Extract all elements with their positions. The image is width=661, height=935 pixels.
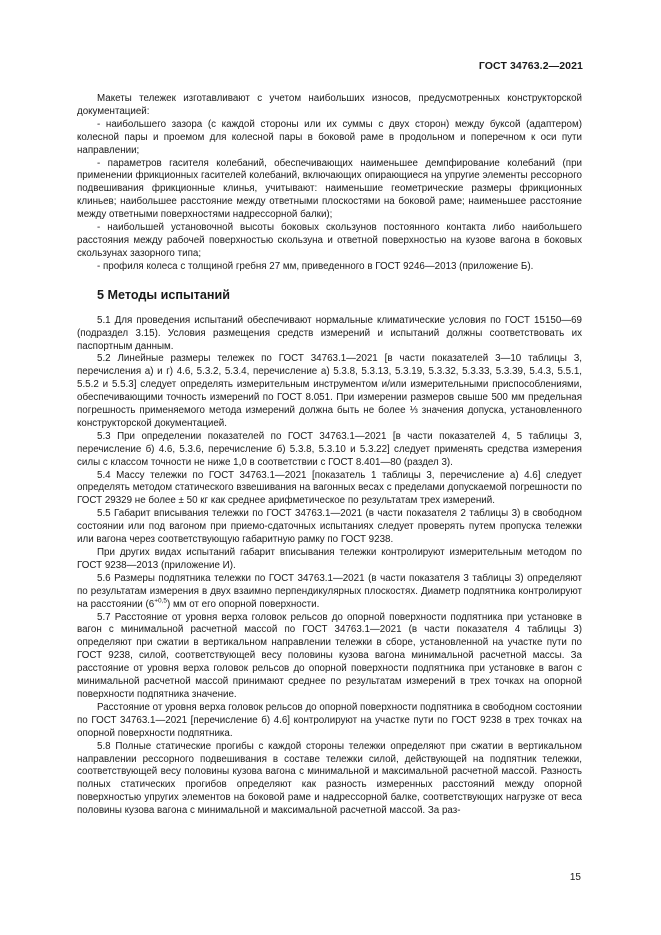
list-item: - параметров гасителя колебаний, обеспечивающих наименьшее демпфирование колебаний (при применении фрикционных гасителей колебаний, включающих опирающиеся на упругие элементы рессорного подвешивания фрикционные клинья, учитывают: наименьшие геометрические размеры фрикционных клиньев; наибольшее расстояние между ответными плоскостями на боковой раме; наименьшее расстояние между ответными поверхностями надрессорной балки); [77, 157, 582, 221]
paragraph: Макеты тележек изготавливают с учетом наибольших износов, предусмотренных конструкторской документацией: [77, 93, 582, 117]
clause-5-6-tail: ) мм от его опорной поверхности. [167, 598, 320, 610]
clause-5-4: 5.4 Массу тележки по ГОСТ 34763.1—2021 [показатель 1 таблицы 3, перечисление а) 4.6] следует определять методом статического взвешивания на вагонных весах с пределами допускаемой погрешности по ГОСТ 29329 не более ± 50 кг как среднее арифметическое по результатам трех измерений. [77, 469, 582, 507]
list-item: - профиля колеса с толщиной гребня 27 мм, приведенного в ГОСТ 9246—2013 (приложение Б). [97, 260, 534, 272]
section-title: 5 Методы испытаний [97, 287, 230, 302]
list-item: - наибольшей установочной высоты боковых скользунов постоянного контакта либо наибольшего расстояния между рабочей поверхностью скользуна и ответной поверхностью на кузове вагона в боковых скользунах зазорного типа; [77, 222, 582, 259]
clause-5-1: 5.1 Для проведения испытаний обеспечивают нормальные климатические условия по ГОСТ 15150—69 (подраздел 3.15). Условия размещения средств измерений и испытаний должны соответствовать их паспортным данным. [77, 314, 582, 352]
clause-5-8: 5.8 Полные статические прогибы с каждой стороны тележки определяют при сжатии в вертикальном направлении рессорного подвешивания в составе тележки силой, действующей на подпятник тележки, соответствующей весу половины кузова вагона с минимальной и максимальной расчетной массой. Разность полных статических прогибов определяют как разность измеренных расстояний между опорной поверхностью упругих элементов на боковой раме и надрессорной балке, соответствующих нагрузке от веса половины кузова вагона с минимальной и максимальной расчетной массой. За раз- [77, 740, 582, 817]
clause-5-5-continued: При других видах испытаний габарит вписывания тележки контролируют измерительным методом по ГОСТ 9238—2013 (приложение И). [77, 547, 582, 571]
clause-5-5: 5.5 Габарит вписывания тележки по ГОСТ 34763.1—2021 (в части показателя 2 таблицы 3) в свободном состоянии или под вагоном при приемо-сдаточных испытаниях следует проверять путем пропуска тележки или вагона через соответствующую габаритную рамку по ГОСТ 9238. [77, 508, 582, 546]
tolerance-superscript: +0,5 [154, 597, 168, 605]
clause-5-3: 5.3 При определении показателей по ГОСТ 34763.1—2021 [в части показателей 4, 5 таблицы 3, перечисление б) 4.6, 5.3.6, перечисление б) 5.3.8, 5.3.10 и 5.3.22] следует применять средства измерения силы с классом точности не ниже 1,0 в соответствии с ГОСТ 8.401—80 (раздел 3). [77, 430, 582, 468]
document-body [77, 93, 582, 818]
list-item: - наибольшего зазора (с каждой стороны или их суммы с двух сторон) между буксой (адаптером) колесной пары и проемом для колесной пары в боковой раме в продольном и поперечном к оси пути направлении; [77, 118, 582, 156]
clause-5-7: 5.7 Расстояние от уровня верха головок рельсов до опорной поверхности подпятника при установке в вагон с минимальной расчетной массой по ГОСТ 34763.1—2021 (в части показателя 4 таблицы 3) определяют при сжатии в вертикальном направлении тележки в сборе, установленной на участке пути по ГОСТ 9238, силой, соответствующей весу половины кузова вагона минимальной расчетной массы. За расстояние от уровня верха головок рельсов до опорной поверхности подпятника при установке в вагон с минимальной расчетной массой принимают среднее по результатам измерений в трех точках на опорной поверхности подпятника значение. [77, 611, 582, 700]
clause-5-6 [77, 573, 582, 612]
clause-5-7-continued: Расстояние от уровня верха головок рельсов до опорной поверхности подпятника в свободном состоянии по ГОСТ 34763.1—2021 [перечисление б) 4.6] контролируют на участке пути по ГОСТ 9238 в трех точках на опорной поверхности подпятника. [77, 701, 582, 739]
clause-5-6-text: 5.6 Размеры подпятника тележки по ГОСТ 34763.1—2021 (в части показателя 3 таблицы 3) определяют по результатам измерения в двух взаимно перпендикулярных плоскостях. Диаметр подпятника контролируют на расстоянии (6 [77, 572, 582, 610]
page-number: 15 [569, 872, 581, 883]
clause-5-2: 5.2 Линейные размеры тележек по ГОСТ 34763.1—2021 [в части показателей 3—10 таблицы 3, перечисления а) и г) 4.6, 5.3.2, 5.3.4, перечисление а) 5.3.8, 5.3.13, 5.3.19, 5.3.32, 5.3.33, 5.3.39, 5.4.3, 5.5.1, 5.5.2 и 5.5.3] следует определять измерительным инструментом и/или измерительными приспособлениями, обеспечивающими точность измерений по ГОСТ 8.051. При измерении размеров свыше 500 мм предельная погрешность применяемого метода измерений должна быть не более ⅓ значения допуска, установленного конструкторской документацией. [77, 353, 582, 429]
standard-header: ГОСТ 34763.2—2021 [478, 60, 583, 72]
